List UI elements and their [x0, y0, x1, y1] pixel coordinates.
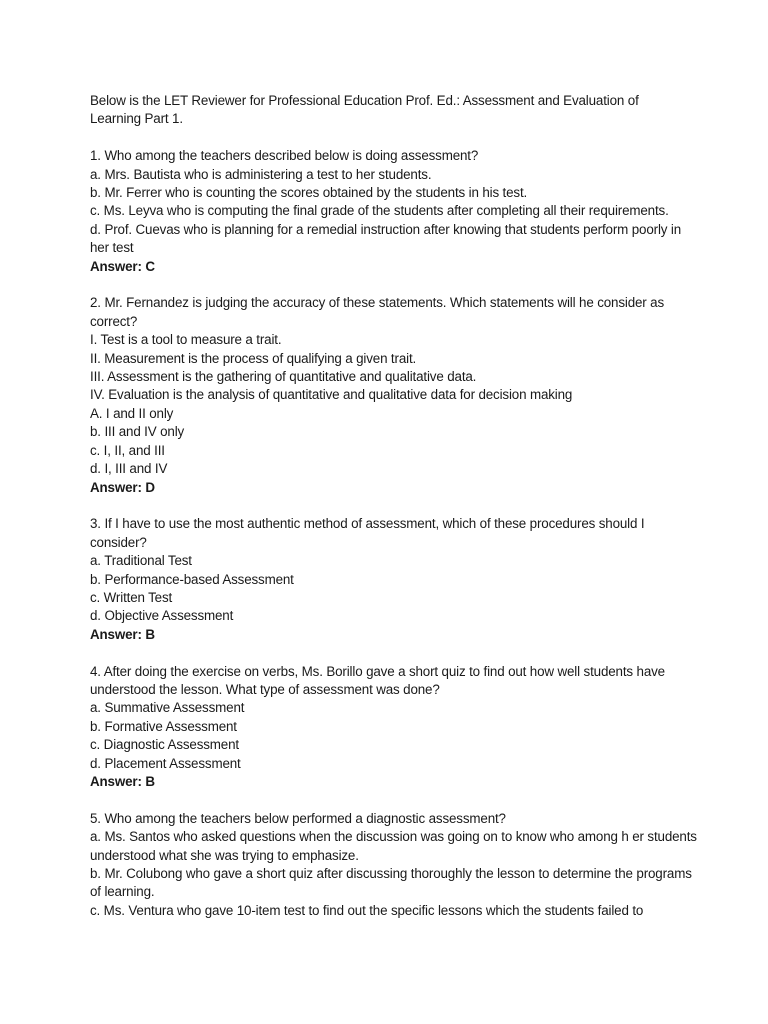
- choice-item: a. Summative Assessment: [90, 700, 245, 716]
- statement-item: II. Measurement is the process of qualifying a given trait.: [90, 350, 417, 366]
- choice-item: b. III and IV only: [90, 424, 185, 440]
- choice-item: a. Mrs. Bautista who is administering a test to her students.: [90, 166, 432, 182]
- question-stem: correct?: [90, 313, 138, 329]
- choice-item: c. Written Test: [90, 589, 173, 605]
- statement-item: I. Test is a tool to measure a trait.: [90, 332, 282, 348]
- choice-item: c. Ms. Leyva who is computing the final grade of the students after completing all their requirements.: [90, 203, 669, 219]
- choice-item: d. I, III and IV: [90, 461, 168, 477]
- question-1: [90, 147, 690, 276]
- choice-item: d. Objective Assessment: [90, 608, 234, 624]
- answer-label: Answer: B: [90, 626, 155, 642]
- intro-line: Learning Part 1.: [90, 111, 183, 127]
- choice-item: of learning.: [90, 884, 155, 900]
- choice-item: A. I and II only: [90, 405, 174, 421]
- question-stem: 3. If I have to use the most authentic method of assessment, which of these procedures should I: [90, 516, 645, 532]
- choice-item: a. Ms. Santos who asked questions when the discussion was going on to know who among h er students: [90, 829, 697, 845]
- question-stem: understood the lesson. What type of assessment was done?: [90, 681, 440, 697]
- statement-item: IV. Evaluation is the analysis of quantitative and qualitative data for decision making: [90, 387, 573, 403]
- intro-line: Below is the LET Reviewer for Professional Education Prof. Ed.: Assessment and Evaluation of: [90, 93, 639, 108]
- question-2: [90, 294, 690, 496]
- choice-item: d. Placement Assessment: [90, 755, 241, 771]
- choice-item: b. Mr. Ferrer who is counting the scores obtained by the students in his test.: [90, 185, 528, 201]
- question-5: [90, 810, 697, 920]
- choice-item: b. Mr. Colubong who gave a short quiz after discussing thoroughly the lesson to determine the programs: [90, 865, 692, 881]
- choice-item: c. Diagnostic Assessment: [90, 737, 239, 753]
- document-page: [90, 92, 697, 939]
- choice-item: c. Ms. Ventura who gave 10-item test to find out the specific lessons which the students failed to: [90, 902, 644, 918]
- intro-paragraph: [90, 92, 690, 129]
- question-stem: 1. Who among the teachers described below is doing assessment?: [90, 148, 479, 164]
- question-stem: 2. Mr. Fernandez is judging the accuracy of these statements. Which statements will he consider as: [90, 295, 665, 311]
- statement-item: III. Assessment is the gathering of quantitative and qualitative data.: [90, 369, 477, 385]
- choice-item: c. I, II, and III: [90, 442, 165, 458]
- question-stem: 5. Who among the teachers below performed a diagnostic assessment?: [90, 810, 506, 826]
- question-3: [90, 515, 690, 644]
- choice-item: her test: [90, 240, 134, 256]
- answer-label: Answer: C: [90, 258, 155, 274]
- question-stem: consider?: [90, 534, 147, 550]
- question-stem: 4. After doing the exercise on verbs, Ms. Borillo gave a short quiz to find out how well students have: [90, 663, 665, 679]
- choice-item: understood what she was trying to emphasize.: [90, 847, 359, 863]
- answer-label: Answer: D: [90, 479, 155, 495]
- choice-item: d. Prof. Cuevas who is planning for a remedial instruction after knowing that students perform poorly in: [90, 221, 682, 237]
- answer-label: Answer: B: [90, 773, 155, 789]
- question-4: [90, 663, 690, 792]
- choice-item: b. Performance-based Assessment: [90, 571, 294, 587]
- choice-item: a. Traditional Test: [90, 553, 192, 569]
- choice-item: b. Formative Assessment: [90, 718, 237, 734]
